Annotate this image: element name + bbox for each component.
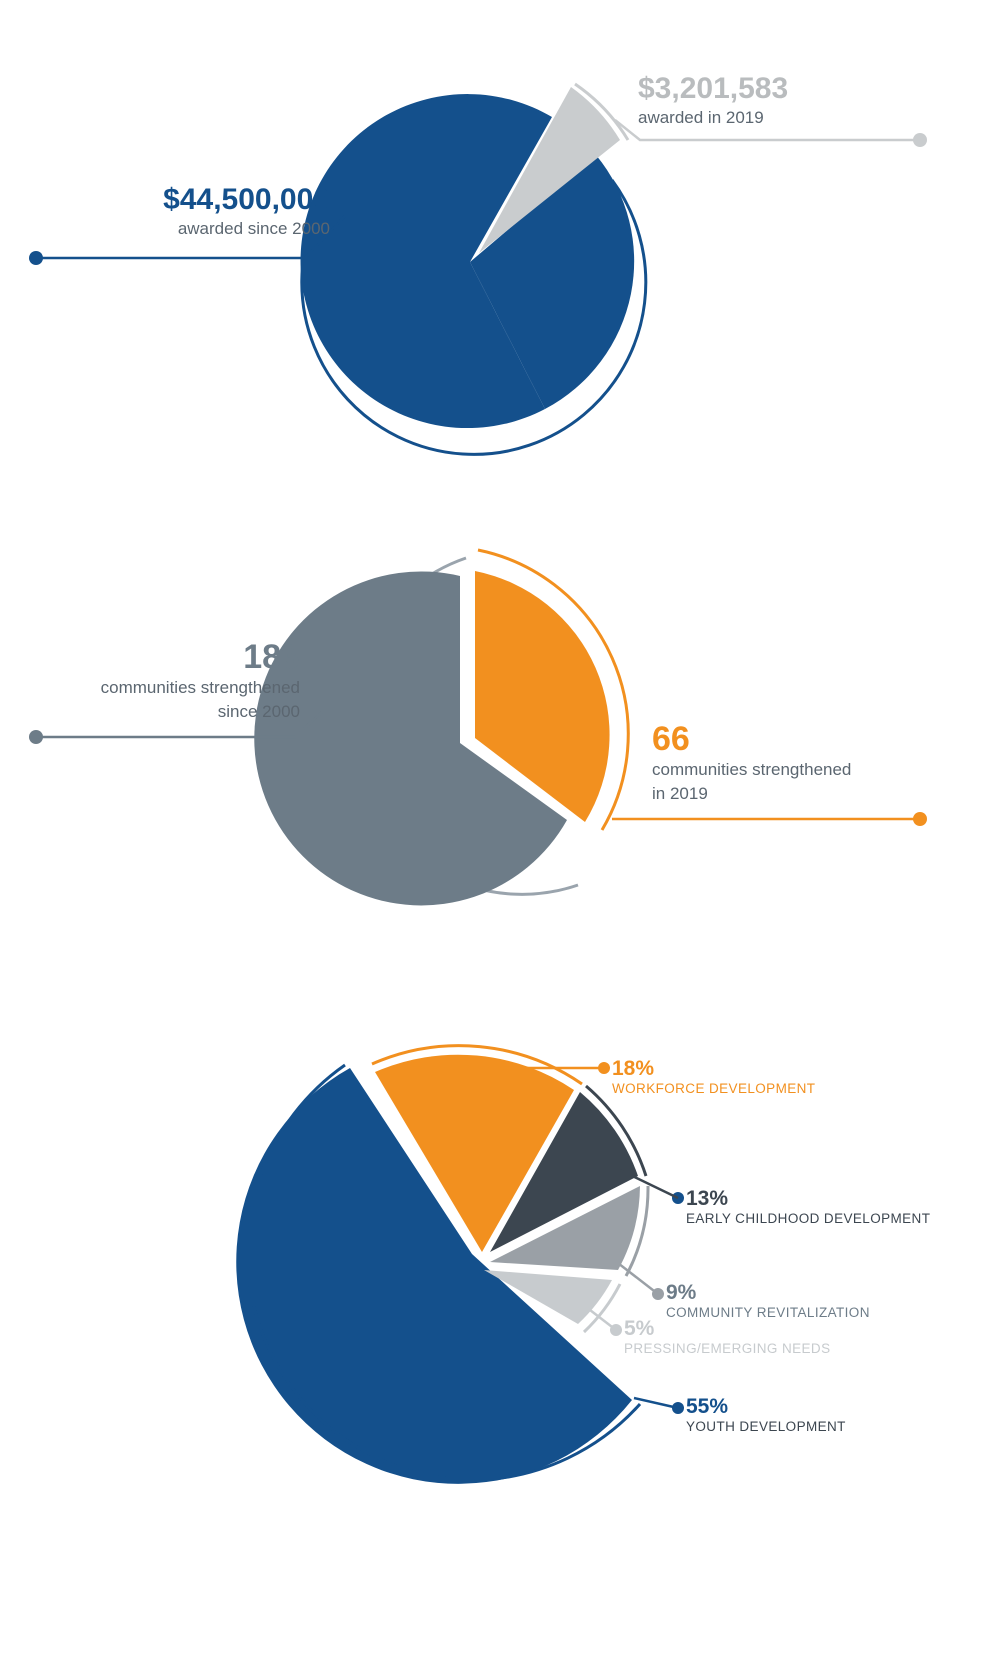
value-youth: 55% — [686, 1395, 729, 1418]
label-community-revitalization — [666, 1282, 870, 1321]
label-awarded-2019 — [638, 74, 978, 128]
label-workforce-development — [612, 1058, 815, 1097]
caption-awarded-since-2000: awarded since 2000 — [177, 219, 330, 238]
value-workforce: 18% — [612, 1057, 655, 1080]
caption-pressing: PRESSING/EMERGING NEEDS — [624, 1341, 831, 1356]
chart-communities-strengthened — [0, 500, 1000, 980]
value-communities-2019: 66 — [652, 720, 690, 758]
callout-line-community — [614, 1260, 658, 1294]
value-early-childhood: 13% — [686, 1187, 729, 1210]
value-communities-since-2000: 183 — [243, 638, 300, 676]
chart-dollars-awarded — [0, 0, 1000, 500]
label-communities-2019 — [652, 722, 982, 803]
caption-early-childhood: EARLY CHILDHOOD DEVELOPMENT — [686, 1211, 931, 1226]
value-community: 9% — [666, 1281, 697, 1304]
caption-communities-2019-line1: communities strengthened — [652, 760, 852, 779]
label-pressing-emerging-needs — [624, 1318, 831, 1357]
caption-community: COMMUNITY REVITALIZATION — [666, 1305, 870, 1320]
caption-communities-since-2000-line2: since 2000 — [217, 701, 300, 721]
caption-youth: YOUTH DEVELOPMENT — [686, 1419, 846, 1434]
caption-workforce: WORKFORCE DEVELOPMENT — [612, 1081, 816, 1096]
value-awarded-2019: $3,201,583 — [638, 72, 789, 105]
value-awarded-since-2000: $44,500,000 — [163, 183, 330, 216]
caption-awarded-2019: awarded in 2019 — [638, 108, 764, 127]
callout-line-youth — [634, 1398, 678, 1408]
value-pressing: 5% — [624, 1317, 655, 1340]
caption-communities-since-2000-line1: communities strengthened — [100, 678, 300, 697]
label-early-childhood-development — [686, 1188, 930, 1227]
caption-communities-2019-line2: in 2019 — [652, 783, 708, 803]
label-youth-development — [686, 1396, 846, 1435]
label-communities-since-2000 — [20, 640, 300, 721]
label-awarded-since-2000 — [30, 185, 330, 239]
chart-focus-areas — [0, 980, 1000, 1656]
